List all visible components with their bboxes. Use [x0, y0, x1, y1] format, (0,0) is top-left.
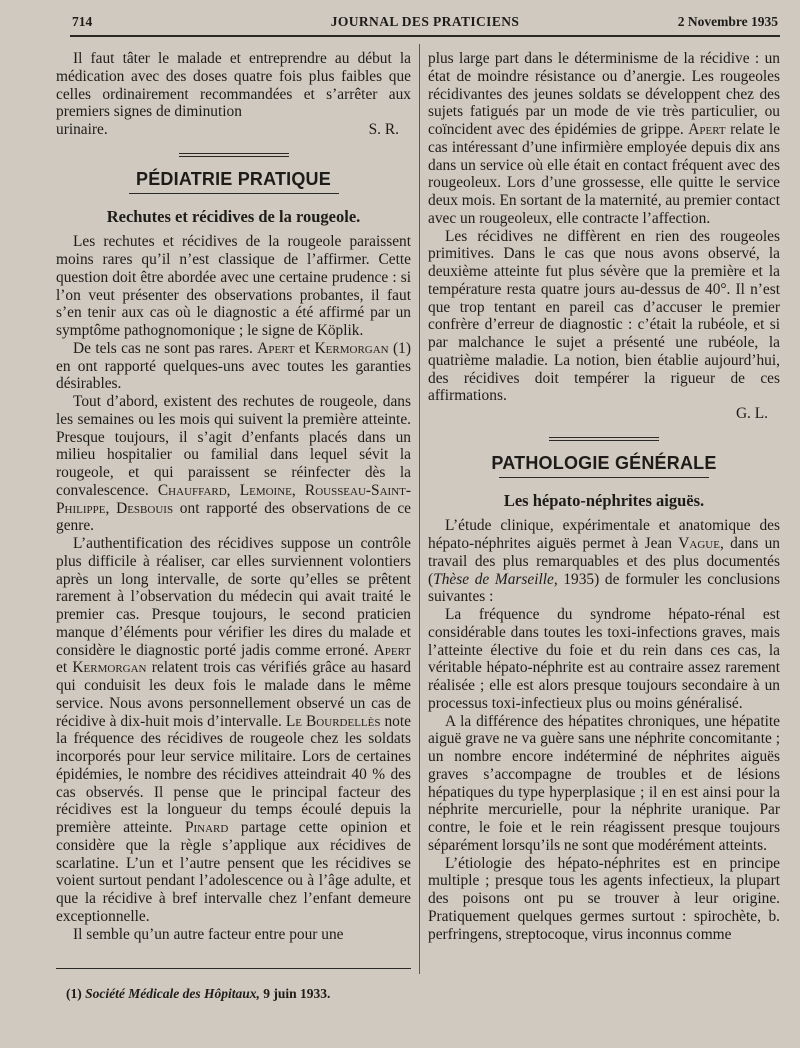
paragraph: Les récidives ne diffèrent en rien des rougeoles primitives. Dans le cas que nous avons observé, la deuxième atteinte fut plus sévère que la première et la température resta quatre jours au-dessus de 40°. Il n’est que trop tentant en pareil cas d’accuser le premier confrère d’erreur de diagnostic : c’était la rubéole, et si par malchance le sujet a présenté une rubéole, la quatrième maladie. La notion, bien établie aujourd’hui, des récidives doit tempérer la rigueur de ces affirmations. — [428, 227, 780, 405]
section-title-pathologie: PATHOLOGIE GÉNÉRALE — [491, 452, 717, 473]
author-name: Apert — [257, 339, 295, 357]
section-title-pediatrie: PÉDIATRIE PRATIQUE — [136, 168, 331, 189]
article-signature: G. L. — [735, 405, 768, 422]
issue-date: 2 Novembre 1935 — [677, 14, 778, 29]
paragraph: plus large part dans le déterminisme de la récidive : un état de moindre résistance ou d’anergie. Les rougeoles récidivantes des jeunes soldats se développent chez des sujets fatigués par un mode de vie très particulier, ou coïncident avec des épidémies de grippe. Apert relate le cas intéressant d’une infirmière employée depuis dix ans dans un service où elle était en contact fréquent avec des rougeoleux. Lors d’une grossesse, elle quitte le service deux mois. En sortant de la maternité, au premier contact avec un rougeoleux, elle contracte l’affection. — [428, 50, 781, 227]
section-title-underline — [129, 193, 339, 194]
author-name: Vague — [678, 535, 720, 552]
header-rule — [70, 35, 780, 37]
author-name: Apert — [688, 121, 726, 138]
section-separator — [549, 437, 659, 441]
author-name: Le Bourdellès — [285, 712, 381, 730]
paragraph: Les rechutes et récidives de la rougeole paraissent moins rares qu’il n’est classique de l’affirmer. Cette question doit être abordée avec une certaine prudence : si l’on veut présenter des observations probantes, il faut s’en tenir aux cas où le diagnostic a été affirmé par un symptôme pathognomonique ; le signe de Köplik. — [56, 233, 411, 339]
footnote: (1) Société Médicale des Hôpitaux, 9 juin 1933. — [66, 986, 331, 1001]
article-title-rougeole: Rechutes et récidives de la rougeole. — [106, 206, 361, 226]
footnote-rule — [56, 968, 411, 969]
paragraph: Il semble qu’un autre facteur entre pour une — [73, 925, 344, 943]
footnote-source: Société Médicale des Hôpitaux, — [85, 986, 260, 1001]
paragraph: L’étiologie des hépato-néphrites est en principe multiple ; presque tous les agents infectieux, la plupart des poisons ont pu se trouver à leur origine. Pratiquement quelques germes surtout : spirochète, b. perfringens, streptocoque, virus inconnus comme — [428, 854, 780, 943]
paragraph: A la différence des hépatites chroniques, une hépatite aiguë grave ne va guère sans une néphrite concomitante ; un nombre encore indéterminé de néphrites aiguës graves s’accompagne de troubles et de lésions hépatiques du type hyperplasique ; il en est ainsi pour la néphrite mercurielle, pour la néphrite uranique. Par contre, le foie et le rein réagissent presque toujours séparément lorsqu’ils ne sont que modérément atteints. — [428, 712, 780, 854]
intro-last-line — [56, 121, 411, 139]
author-names: Chauffard, Lemoine, Rousseau-Saint-Philippe, Desbouis — [56, 481, 411, 517]
article-title-hepato: Les hépato-néphrites aiguës. — [503, 490, 705, 510]
paragraph: La fréquence du syndrome hépato-rénal est considérable dans toutes les toxi-infections graves, mais l’atteinte élective du foie et du rein dans ces cas, la véritable hépato-néphrite est au contraire assez rarement réalisée ; elle est alors presque toujours secondaire à un processus toxi-infectieux plus ou moins généralisé. — [428, 606, 780, 712]
author-name: Pinard — [184, 819, 229, 836]
thesis-reference: Thèse de Marseille, — [433, 570, 558, 588]
author-name: Kermorgan — [72, 659, 147, 677]
left-column — [56, 50, 411, 943]
page-number: 714 — [72, 14, 93, 29]
running-head — [72, 14, 778, 36]
intro-paragraph: Il faut tâter le malade et entreprendre au début la médication avec des doses quatre fois plus faibles que celles ordinairement recommandées et s’arrêter aux premiers signes de diminution — [56, 50, 411, 121]
author-name: Kermorgan — [314, 339, 389, 357]
paragraph: De tels cas ne sont pas rares. Apert et Kermorgan (1) en ont rapporté quelques-uns avec toutes les garanties désirables. — [56, 339, 411, 393]
author-name: Apert — [373, 641, 411, 659]
intro-last-word: urinaire. — [56, 121, 108, 138]
section-separator — [179, 153, 289, 157]
paragraph: L’étude clinique, expérimentale et anatomique des hépato-néphrites aiguës permet à Jean Vague, dans un travail des plus remarquables et des plus documentés (Thèse de Marseille, 1935) de formuler les conclusions suivantes : — [428, 517, 780, 606]
intro-signature: S. R. — [368, 121, 399, 138]
right-column — [428, 50, 780, 943]
column-divider — [419, 44, 420, 974]
paragraph: Tout d’abord, existent des rechutes de rougeole, dans les semaines ou les mois qui suivent la première atteinte. Presque toujours, il s’agit d’enfants placés dans un milieu hospitalier ou familial dans lequel sévit la rougeole, et qui paraissent se réinfecter dès la convalescence. Chauffard, Lemoine, Rousseau-Saint-Philippe, Desbouis ont rapporté des observations de ce genre. — [56, 393, 411, 535]
section-title-underline — [499, 477, 709, 478]
paragraph: L’authentification des récidives suppose un contrôle plus difficile à réaliser, car elles surviennent volontiers après un long intervalle, de sorte qu’elles se prêtent rarement à l’observation du médecin qui avait traité le premier cas. Presque toujours, le second praticien manque d’éléments pour vérifier les dires du malade et considère le diagnostic porté jadis comme erroné. Apert et Kermorgan relatent trois cas vérifiés grâce au hasard qui conduisit les deux fois le malade dans le même service. Nous avons personnellement observé un cas de récidive à dix-huit mois d’intervalle. Le Bourdellès note la fréquence des récidives de rougeole chez les soldats incorporés pour leur service militaire. Lors de certaines épidémies, le nombre des récidives atteindrait 40 % des cas observés. Il pense que le principal facteur des récidives est la longueur du temps écoulé depuis la première atteinte. Pinard partage cette opinion et considère que la règle s’applique aux récidives de scarlatine. L’un et l’autre pensent que les récidives se voient surtout pendant l’adolescence ou à l’âge adulte, et que la récidive à bref intervalle chez l’enfant demeure exceptionnelle. — [56, 535, 412, 925]
journal-title: JOURNAL DES PRATICIENS — [330, 14, 520, 29]
